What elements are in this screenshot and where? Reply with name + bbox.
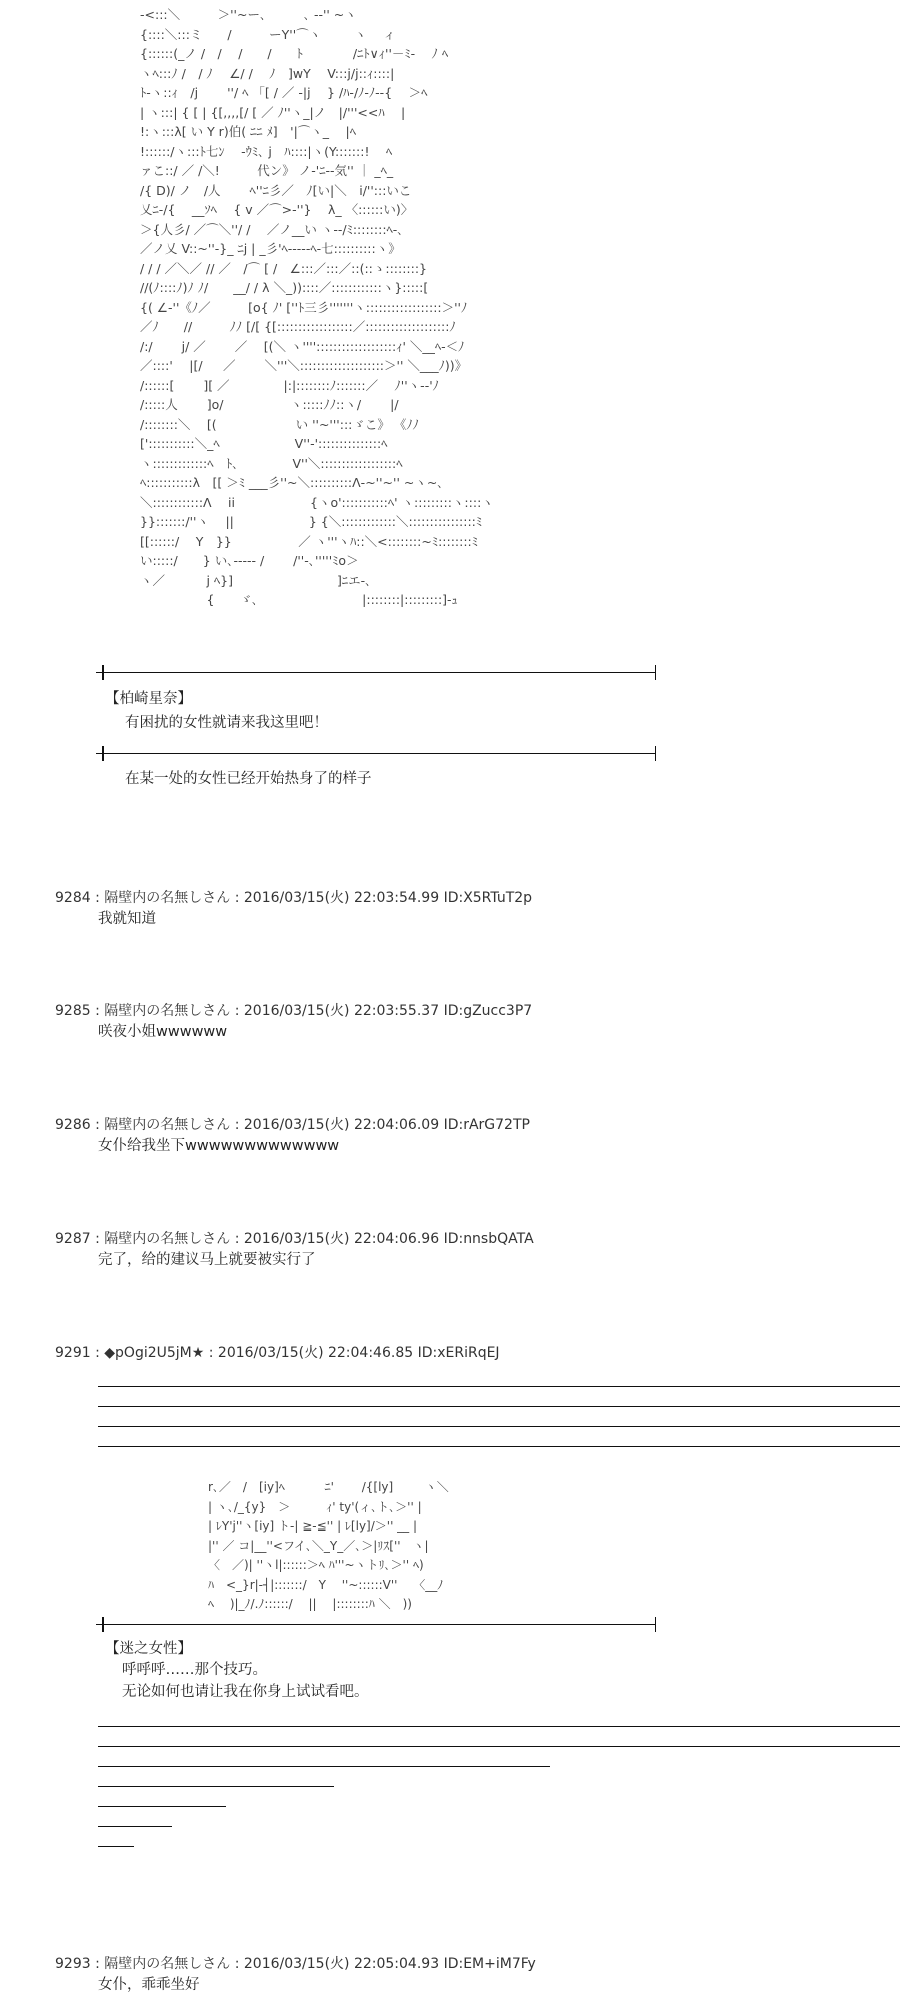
poster-id: ID:nnsbQATA <box>443 1231 534 1247</box>
poster-name: ◆pOgi2U5jM★ <box>104 1345 205 1361</box>
post-body: 女仆，乖乖坐好 <box>98 1977 200 1993</box>
poster-name: 隔壁内の名無しさん <box>104 1003 231 1019</box>
footer-bar <box>98 1846 134 1847</box>
post-date: 2016/03/15(火) 22:03:55.37 <box>243 1003 440 1019</box>
post-header: 9287 : 隔壁内の名無しさん : 2016/03/15(火) 22:04:06.96 ID:nnsbQATA <box>55 1231 534 1247</box>
post-number: 9285 <box>55 1003 91 1019</box>
post-header: 9293 : 隔壁内の名無しさん : 2016/03/15(火) 22:05:04.93 ID:EM+iM7Fy <box>55 1956 536 1972</box>
post-number: 9284 <box>55 890 91 906</box>
dialogue-line: 无论如何也请让我在你身上试试看吧。 <box>122 1684 369 1700</box>
footer-bar <box>98 1826 172 1827</box>
post-body: 咲夜小姐wwwwww <box>98 1024 228 1040</box>
post-number: 9291 <box>55 1345 91 1361</box>
header-bar <box>98 1386 900 1387</box>
post-number: 9286 <box>55 1117 91 1133</box>
post-date: 2016/03/15(火) 22:04:46.85 <box>217 1345 414 1361</box>
poster-id: ID:gZucc3P7 <box>443 1003 533 1019</box>
ascii-art-mystery-woman: r､／ / [iy]ﾍ ﾆ' /{[ly] ヽ＼ | ヽ､/_{y} ＞ ｨ' ty'(ィ､ト､＞'' | | ﾚY'j''ヽ[iy] ト-| ≧-≦'' | ﾚ[ly]/＞'' __ | |'' ／ コ|__''<フイ､＼_Y_／､＞|ﾘｽ['' ヽ| 〈 ／)| ''ヽl|::::::＞ﾍ ﾊ'''~ヽトﾘ､＞'' ﾍ) ﾊ <_}r|-┤|:::::::/ Y ''~::::::V'' 〈__ﾉ ﾍ )|_ﾉ/.ﾉ::::::/ || |::::::::ﾊ ＼ )) <box>208 1480 449 1611</box>
dialogue-line: 呼呼呼……那个技巧。 <box>122 1662 267 1678</box>
divider-ruler <box>96 1624 656 1625</box>
poster-name: 隔壁内の名無しさん <box>104 1956 231 1972</box>
footer-bar <box>98 1806 226 1807</box>
post-date: 2016/03/15(火) 22:04:06.96 <box>243 1231 440 1247</box>
post-date: 2016/03/15(火) 22:04:06.09 <box>243 1117 440 1133</box>
poster-name: 隔壁内の名無しさん <box>104 890 231 906</box>
narration-line: 在某一处的女性已经开始热身了的样子 <box>125 771 372 787</box>
post-header: 9284 : 隔壁内の名無しさん : 2016/03/15(火) 22:03:54.99 ID:X5RTuT2p <box>55 890 533 906</box>
post-number: 9287 <box>55 1231 91 1247</box>
footer-bar <box>98 1726 900 1727</box>
post-body: 女仆给我坐下wwwwwwwwwwwww <box>98 1138 340 1154</box>
divider-ruler <box>96 672 656 673</box>
post-header: 9286 : 隔壁内の名無しさん : 2016/03/15(火) 22:04:06.09 ID:rArG72TP <box>55 1117 530 1133</box>
footer-bar <box>98 1786 334 1787</box>
post-header: 9285 : 隔壁内の名無しさん : 2016/03/15(火) 22:03:55.37 ID:gZucc3P7 <box>55 1003 533 1019</box>
post-body: 完了，给的建议马上就要被实行了 <box>98 1252 316 1268</box>
poster-id: ID:X5RTuT2p <box>443 890 533 906</box>
post-date: 2016/03/15(火) 22:03:54.99 <box>243 890 440 906</box>
ascii-art-kashiwazaki-sena: -<:::＼ ＞''~ー､ ､ -‐'' ~ヽ {::::＼:::ミ / ーY''⌒ヽ ヽ ィ {::::::(_ノ / / / / ﾄ /ﾆﾄ∨ｨ''－ﾐ‐ ﾉ ﾍ ヽﾍ:::ﾉ / / ﾉ ∠/ / ﾉ ]wY V:::j/j::ｨ::::| ﾄ-ヽ::ｨ /j ''/ ﾍ 「[ / ／ -|j } /ﾊ-/ﾉ-ﾉ--{ ＞ﾍ | ヽ:::| { [ | {[,,,,[/ [ ／ ﾉ''ヽ_|ノ |/'''<<ﾊ | !:ヽ:::λ[ い Y r)伯( ﾆﾆ ﾒ] '|⌒ヽ_ |ﾍ !::::::/ヽ:::ﾄ七ﾝ -ｳﾐ､ j ﾊ::::|ヽ(Y:::::::! ﾍ ァこ::/ ／ /＼! 代ン》 ノ-'ﾆ--気'' ｜ _ﾍ_ /{ D)/ ノ /人 ﾍ''ﾆ彡／ ﾉ[い|＼ i/'':::いこ 乂ﾆ-/{ __ｿﾍ { v ／⌒>-''} λ_ 〈::::::い)〉 ＞{人彡/ ／⌒＼''/ / ／ノ__い ヽ-‐/ﾐ::::::::ﾍ-､ ／ノ乂 V::~''-}_ ﾆj | _彡'ﾍ-‐---ﾍ-七::::::::::ヽ》 / / / ／＼／ // ／ /⌒ [ / ∠:::／:::／::(::ゝ::::::::} //(ﾉ::::ﾉ)ﾉ ﾉ/ __/ / λ ＼_))::::／::::::::::::ヽ}:::::[ {( ∠-''《ﾉ／ [o{ ﾉ' [''ﾄ三彡'''''''ヽ::::::::::::::::::＞''ﾉ ／ﾉ // ﾉﾉ [/[ {[::::::::::::::::::／::::::::::::::::::::ﾉ /:/ j/ ／ ／ [(＼ ヽ'''':::::::::::::::::::ｨ' ＼__ﾍ-＜ﾉ ／::::' |[/ ／ ＼'''＼::::::::::::::::::::＞'' ＼___ﾉ))》 /::::::[ ][ ／ |:|::::::::ﾉ:::::::／ ﾉ''ヽ--'ﾉ /:::::人 ]o/ ヽ:::::ﾉﾉ::ヽ/ |/ /::::::::＼ [( い ''~''':::ゞこ》 《ﾉﾉ [':::::::::::＼_ﾍ V''-':::::::::::::::ﾍ ヽ:::::::::::::ﾍ ﾄ､ V''＼::::::::::::::::::ﾍ ﾍ:::::::::::λ [[ ＞ﾐ ___彡''~＼::::::::::Λ-~''~'' ~ヽ~､ ＼::::::::::::Λ ii {ヽo':::::::::::ﾍ' ヽ:::::::::ヽ::::ヽ }}:::::::/''ヽ || } {＼:::::::::::::＼::::::::::::::::ﾐ [[::::::/ Y }} ／ ヽ'''ヽﾊ::＼<::::::::~ﾐ::::::::ﾐ い:::::/ } い､----- / /''-､'''''ﾐo＞ ヽ／ j ﾍ}] ]ﾆエ-､ { ゞ､ |::::::::|:::::::::]-ｭ <box>140 7 494 607</box>
footer-bar <box>98 1746 900 1747</box>
dialogue-line: 有困扰的女性就请来我这里吧！ <box>125 715 328 731</box>
poster-id: ID:rArG72TP <box>443 1117 530 1133</box>
poster-id: ID:EM+iM7Fy <box>443 1956 536 1972</box>
footer-bar <box>98 1766 550 1767</box>
speaker-label: 【柏崎星奈】 <box>105 691 192 707</box>
post-body: 我就知道 <box>98 911 156 927</box>
post-date: 2016/03/15(火) 22:05:04.93 <box>243 1956 440 1972</box>
post-header: 9291 : ◆pOgi2U5jM★ : 2016/03/15(火) 22:04:46.85 ID:xERiRqEJ <box>55 1345 500 1361</box>
poster-id: ID:xERiRqEJ <box>417 1345 500 1361</box>
header-bar <box>98 1446 900 1447</box>
header-bar <box>98 1406 900 1407</box>
post-number: 9293 <box>55 1956 91 1972</box>
poster-name: 隔壁内の名無しさん <box>104 1231 231 1247</box>
header-bar <box>98 1426 900 1427</box>
divider-ruler <box>96 753 656 754</box>
poster-name: 隔壁内の名無しさん <box>104 1117 231 1133</box>
speaker-label: 【迷之女性】 <box>105 1641 192 1657</box>
